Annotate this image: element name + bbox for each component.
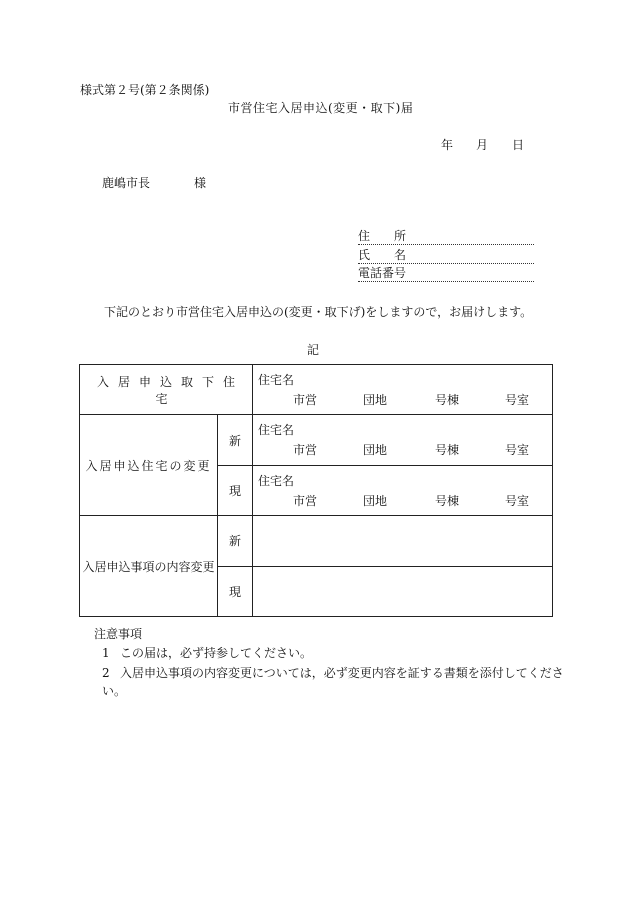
note-number: 2 [102,666,110,680]
new-label: 新 [229,433,242,448]
withdraw-housing-cell[interactable] [253,365,553,415]
note-text: 入居申込事項の内容変更については，必ず変更内容を証する書類を添付してくださ [120,666,564,680]
housing-room-label: 号室 [505,443,530,458]
date-year-label: 年 [441,138,454,152]
housing-city-label: 市営 [293,393,318,407]
applicant-address-field[interactable] [358,229,534,245]
new-label: 新 [229,534,242,549]
addressee-honorific: 様 [194,176,207,190]
note-number: 1 [102,646,110,660]
housing-name-label: 住宅名 [258,423,295,438]
new-housing-cell[interactable] [253,415,553,465]
housing-room-label: 号室 [505,393,530,407]
application-table [79,364,553,617]
addressee-name: 鹿嶋市長 [102,176,151,190]
housing-room-label: 号室 [505,493,530,508]
housing-danchi-label: 団地 [363,493,388,508]
current-label-cell [218,566,253,616]
housing-name-label: 住宅名 [258,473,295,488]
current-label: 現 [229,584,242,599]
date-day-label: 日 [512,138,525,152]
current-details-cell[interactable] [253,566,553,616]
change-details-label: 入居申込事項の内容変更 [82,559,215,574]
new-details-cell[interactable] [253,516,553,566]
date-month-label: 月 [476,138,489,152]
table-row [80,365,553,415]
withdraw-label-cell [80,365,253,415]
housing-building-label: 号棟 [435,443,460,458]
withdraw-label: 入居申込取下住宅 [97,374,245,406]
applicant-address-label: 住 所 [358,229,407,243]
housing-danchi-label: 団地 [363,443,388,458]
notes-heading: 注意事項 [94,627,143,641]
housing-danchi-label: 団地 [363,393,388,407]
current-label-cell [218,465,253,515]
housing-city-label: 市営 [293,443,318,458]
applicant-name-field[interactable] [358,248,534,264]
applicant-name-label: 氏 名 [358,248,407,262]
intro-text: 下記のとおり市営住宅入居申込の(変更・取下げ)をしますので，お届けします。 [104,305,533,319]
current-label: 現 [229,483,242,498]
note-item [102,666,564,680]
applicant-phone-field[interactable] [358,266,534,282]
new-label-cell [218,415,253,465]
housing-name-label: 住宅名 [258,373,295,387]
change-housing-label: 入居申込住宅の変更 [85,458,212,473]
current-housing-cell[interactable] [253,465,553,515]
ki-label: 記 [307,343,320,357]
table-row [80,516,553,566]
change-housing-label-cell [80,415,218,516]
note-item [102,646,312,660]
document-title: 市営住宅入居申込(変更・取下)届 [228,101,414,115]
table-row [80,415,553,465]
form-number: 様式第２号(第２条関係) [80,83,210,97]
new-label-cell [218,516,253,566]
applicant-phone-label: 電話番号 [358,266,407,280]
housing-city-label: 市営 [293,493,318,508]
note-text-continuation: い。 [102,684,127,698]
housing-building-label: 号棟 [435,493,460,508]
note-text: この届は，必ず持参してください。 [120,646,313,660]
housing-building-label: 号棟 [435,393,460,407]
change-details-label-cell [80,516,218,617]
